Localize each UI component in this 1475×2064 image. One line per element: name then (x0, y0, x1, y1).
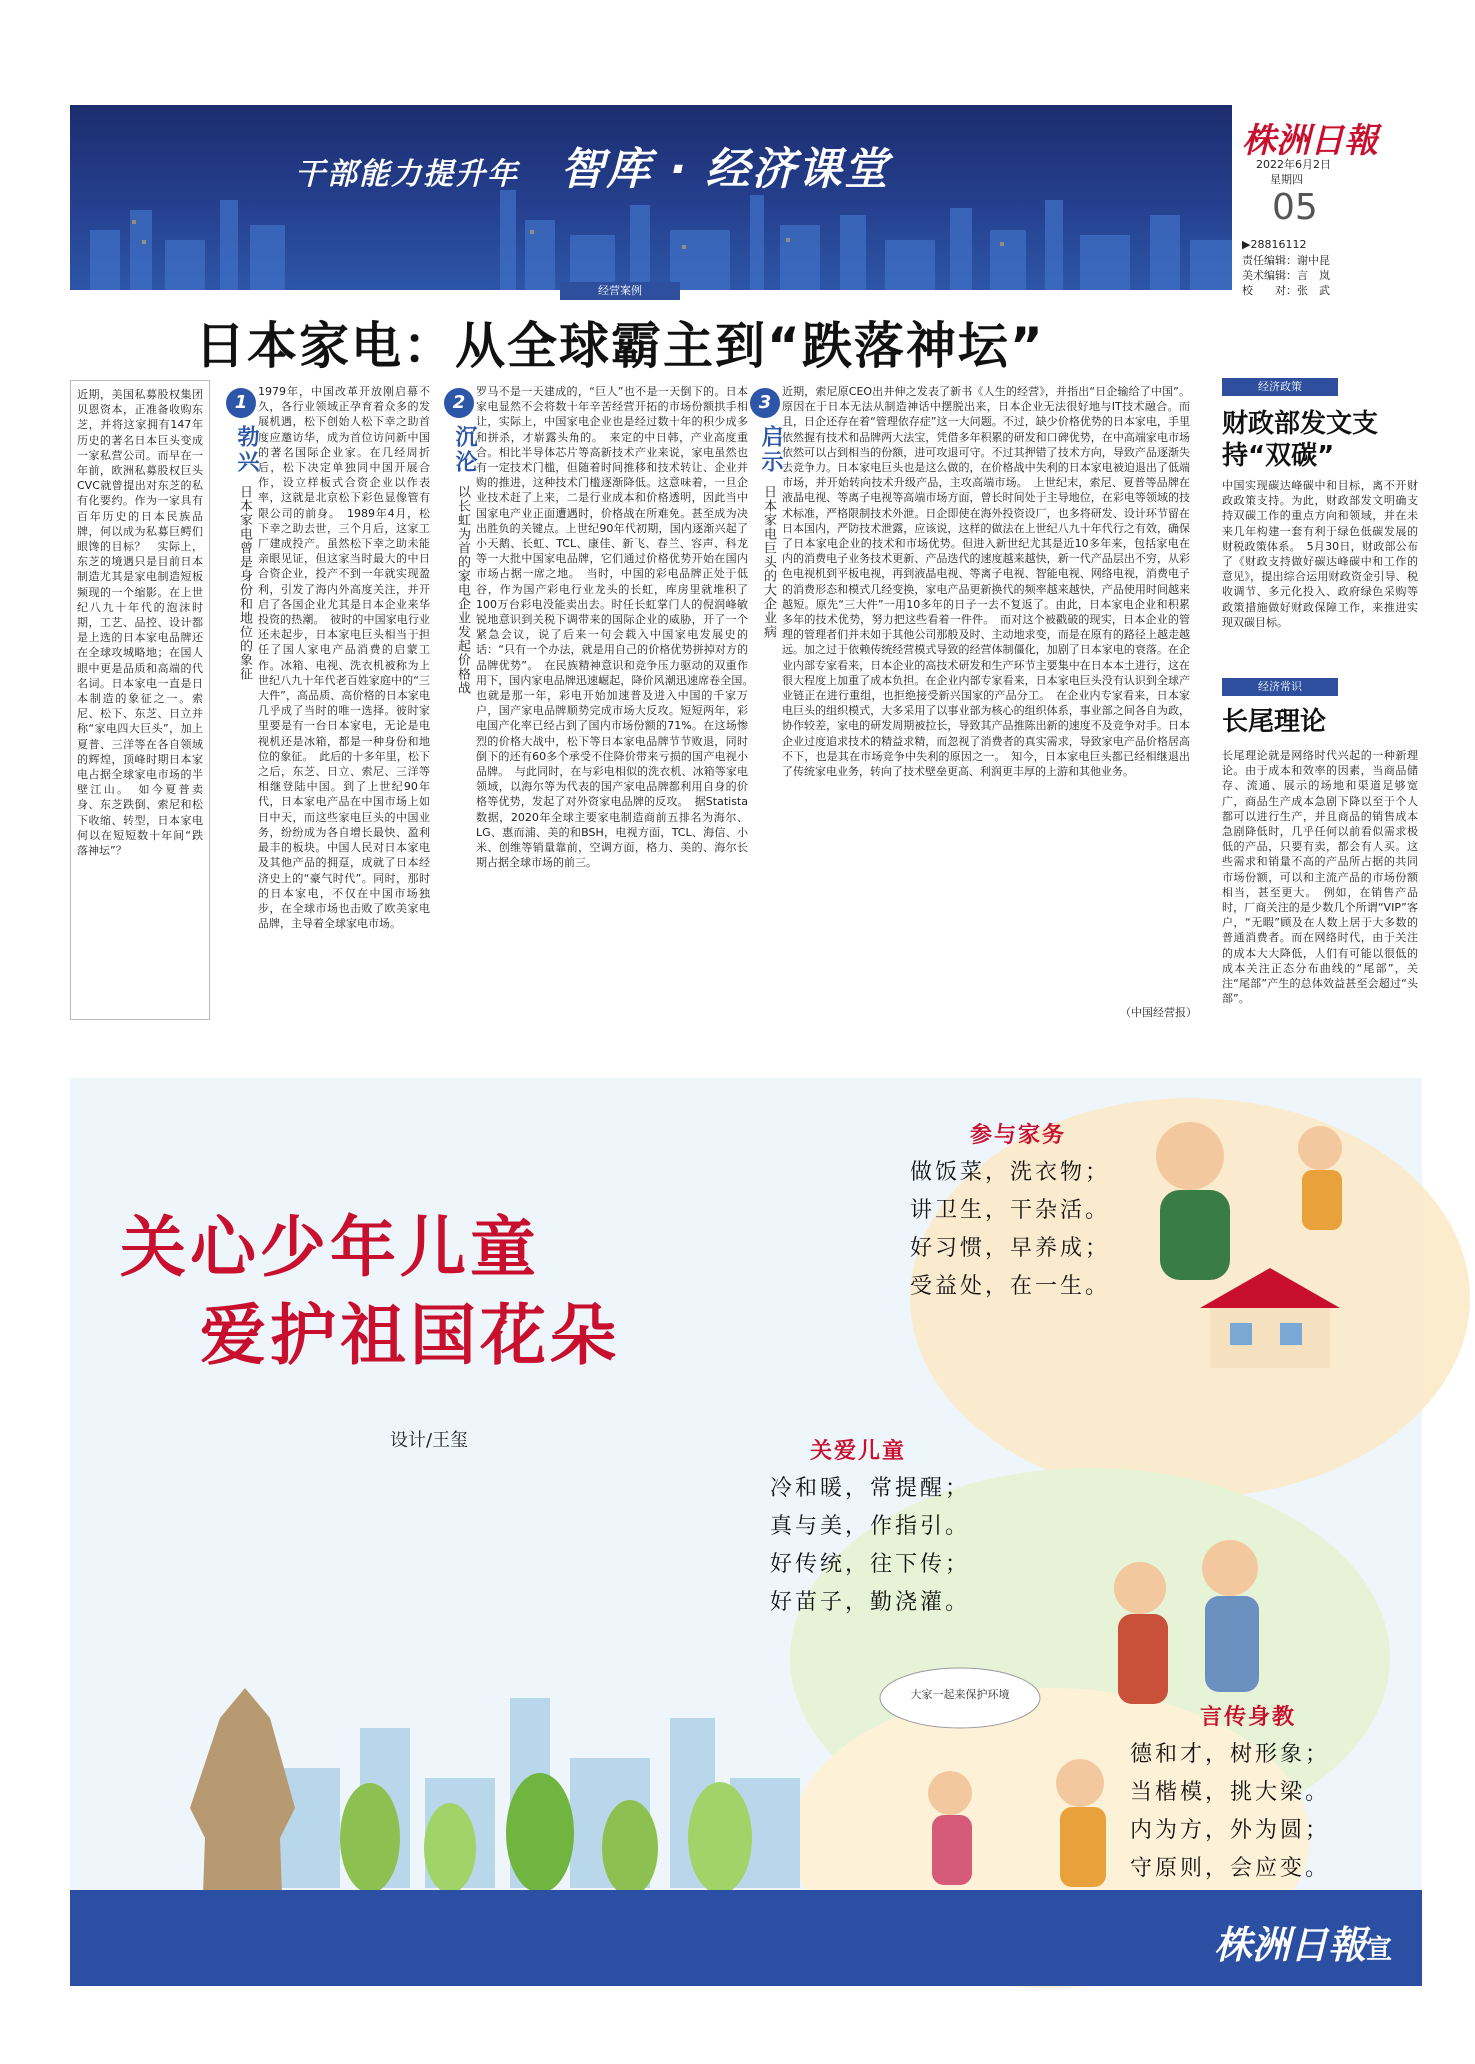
section-subtitle-1: 日本家电曾是身份和地位的象征 (237, 485, 252, 681)
banner-title (295, 133, 890, 197)
footer-logo (1214, 1914, 1392, 1969)
speech-bubble: 大家一起来保护环境 (910, 1688, 1010, 1701)
section-subtitle-3: 日本家电巨头的大企业病 (761, 485, 776, 639)
sidebar-tag-policy: 经济政策 (1222, 378, 1338, 396)
ad-design-credit: 设计/王玺 (390, 1430, 469, 1451)
section-subtitle-2: 以长虹为首的家电企业发起价格战 (455, 485, 470, 695)
section-number-1: 1 (226, 388, 256, 418)
section-body-2: 罗马不是一天建成的，“巨人”也不是一天倒下的。日本家电显然不会将数十年辛苦经营开拓的市场份额拱手相让，实际上，中国家电企业也是经过数十年的积少成多和拼杀，才崭露头角的。 来定的中日韩，产业高度重合。相比半导体芯片等高新技术产业来说，家电虽然也有一定技术门槛，但随着时间推移和技术转让、企业并购的推进，这种技术门槛逐渐降低。这意味着，一旦企业技术赶了上来，二是行业成本和价格透明，因此当中国家电产业正面遭遇时，价格战在所难免。甚至成为决出胜负的关键点。上世纪90年代初期，国内逐渐兴起了小天鹅、长虹、TCL、康佳、新飞、春兰、容声、科龙等一大批中国家电品牌，它们通过价格优势开始在国内市场占据一席之地。 当时，中国的彩电品牌正处于低谷，作为国产彩电行业龙头的长虹，库房里就堆积了100万台彩电没能卖出去。时任长虹掌门人的倪润峰敏锐地意识到关税下调带来的国际企业的威胁，开了一个紧急会议，说了后来一句会载入中国家电发展史的话：“只有一个办法，就是用自己的价格优势拼掉对方的品牌优势”。 在民族精神意识和竞争压力驱动的双重作用下，国内家电品牌迅速崛起，降价风潮迅速席卷全国。 也就是那一年，彩电开始加速普及进入中国的千家万户，国产家电品牌顺势完成市场大反攻。短短两年，彩电国产化率已经占到了国内市场份额的71%。在这场惨烈的价格大战中，松下等日本家电品牌节节败退，同时倒下的还有60多个承受不住降价带来亏损的国产电视小品牌。 与此同时，在与彩电相似的洗衣机、冰箱等家电领域，以海尔等为代表的国产家电品牌都利用自身的价格等优势，发起了对外资家电品牌的反攻。 据Statista数据，2020年全球主要家电制造商前五排名为海尔、LG、惠而浦、美的和BSH，电视方面，TCL、海信、小米、创维等销量靠前，空调方面，格力、美的、海尔长期占据全球市场的前三。 (476, 385, 759, 870)
art-editor-credit: 美术编辑：言 岚 (1242, 269, 1330, 282)
sidebar-title-knowledge: 长尾理论 (1222, 707, 1327, 737)
sidebar-body-knowledge: 长尾理论就是网络时代兴起的一种新理论。由于成本和效率的因素，当商品储存、流通、展示的场地和渠道足够宽广，商品生产成本急剧下降以至于个人都可以进行生产，并且商品的销售成本急剧降低时，几乎任何以前看似需求极低的产品，只要有卖，都会有人买。这些需求和销量不高的产品所占据的共同市场份额，可以和主流产品的市场份额相当，甚至更大。 例如，在销售产品时，厂商关注的是少数几个所谓“VIP”客户，“无暇”顾及在人数上居于大多数的普通消费者。而在网络时代，由于关注的成本大大降低，人们有可能以很低的成本关注正态分布曲线的“尾部”，关注“尾部”产生的总体效益甚至会超过“头部”。 (1222, 749, 1418, 1006)
poem-title-1: 参与家务 (970, 1123, 1067, 1148)
masthead (1232, 105, 1422, 297)
poem-line: 好习惯，早养成； (910, 1236, 1111, 1261)
poem-title-2: 关爱儿童 (810, 1439, 907, 1464)
poem-line: 做饭菜，洗衣物； (910, 1160, 1111, 1185)
article-source: （中国经营报） (1120, 1006, 1197, 1019)
poem-line: 守原则，会应变。 (1130, 1856, 1331, 1881)
editor-credit: 责任编辑：谢中昆 (1242, 254, 1330, 267)
sidebar-title-policy: 财政部发文支持“双碳” (1222, 409, 1379, 471)
footer-logo-text: 株洲日報 (1213, 1922, 1366, 1967)
banner-slogan: 干部能力提升年 (295, 157, 519, 192)
poem-line: 受益处，在一生。 (910, 1274, 1111, 1299)
issue-date: 2022年6月2日 (1256, 158, 1331, 171)
poem-line: 当楷模，挑大梁。 (1130, 1780, 1331, 1805)
page-number: 05 (1272, 187, 1318, 228)
banner-main-title: 智库 · 经济课堂 (560, 144, 890, 195)
poem-line: 真与美，作指引。 (770, 1514, 971, 1539)
lead-headline: 日本家电：从全球霸主到“跌落神坛” (195, 317, 1045, 375)
section-body-3: 近期，索尼原CEO出井伸之发表了新书《人生的经营》，并指出“日企输给了中国”。原因在于日本无法从制造神话中摆脱出来，日本企业无法很好地与IT技术融合。而且，日企还存在着“管理依存症”这一大问题。不过，缺少价格优势的日本家电，手里依然握有技术和品牌两大法宝，凭借多年积累的研发和口碑优势，在中高端家电市场依然可以占到相当的份额，进可攻退可守。不过其押错了技术方向，导致产品逐渐失去竞争力。日本家电巨头也是这么做的，在价格战中失利的日本家电被迫退出了低端市场，并开始转向技术升级产品，主攻高端市场。 上世纪末，索尼、夏普等品牌在液晶电视、等离子电视等高端市场方面，曾长时间处于主导地位，在彩电等领域的技术标准，严格限制技术外泄。日企即使在海外投资设厂，也多将研发、设计环节留在日本国内，严防技术泄露，应该说，这样的做法在上世纪八九十年代行之有效，确保了日本家电企业的技术和市场优势。但进入新世纪尤其是近10多年来，包括家电在内的消费电子业务技术更新、产品迭代的速度越来越快，新一代产品层出不穷，从彩色电视机到平板电视，再到液晶电视、等离子电视、智能电视、网络电视，消费电子的消费形态和模式几经变换，家电产品更新换代的频率越来越快，产品使用时间越来越短。原先“三大件”一用10多年的日子一去不复返了。由此，日本家电企业和积累多年的技术优势，努力把这些看着一件件。 而对这个被戳破的现实，日本企业的管理的管理者们并未如于其他公司那般及时、主动地求变，而是在原有的路径上越走越远。加之过于依赖传统经营模式导致的经营体制僵化，加剧了日本家电的衰落。在企业内部专家看来，日本企业的高技术研发和生产环节主要集中在日本本土进行，这在很大程度上加重了成本负担。在企业内部专家看来，日本家电巨头没有认识到全球产业链正在进行重组，也拒绝接受新兴国家的产品分工。 在企业内专家看来，日本家电巨头的组织模式，大多采用了以事业部为核心的组织体系，事业部之间各自为政，协作较差，家电的研发周期被拉长，导致其产品推陈出新的速度不及竞争对手。日本企业过度追求技术的精益求精，而忽视了消费者的真实需求，导致家电产品价格居高不下，也是其在市场竞争中失利的原因之一。 知今，日本家电巨头都已经相继退出了传统家电业务，转向了技术壁垒更高、利润更丰厚的上游和其他业务。 (782, 385, 1190, 779)
poem-line: 冷和暖，常提醒； (770, 1476, 971, 1501)
poem-line: 讲卫生，干杂活。 (910, 1198, 1111, 1223)
section-tag: 经营案例 (560, 282, 680, 300)
poem-body-3 (1130, 1736, 1330, 1888)
section-title-3: 启示 (758, 425, 783, 475)
poem-line: 好苗子，勤浇灌。 (770, 1590, 971, 1615)
poem-body-2 (770, 1470, 970, 1622)
header-banner (70, 105, 1232, 290)
poem-line: 德和才，树形象； (1130, 1742, 1331, 1767)
newspaper-logo: 株洲日報 (1242, 121, 1378, 161)
public-service-ad (70, 1078, 1422, 1986)
section-number-3: 3 (750, 388, 780, 418)
ad-slogan-line-1: 关心少年儿童 (120, 1208, 540, 1286)
section-number-2: 2 (444, 388, 474, 418)
proof-credit: 校 对：张 武 (1242, 284, 1330, 297)
section-body-1: 1979年，中国改革开放刚启幕不久，各行业领域正孕育着众多的发展机遇，松下创始人松下幸之助首度应邀访华，成为首位访问新中国的著名国际企业家。在几经周折后，松下决定单独同中国开展合作，设立样板式合资企业以作表率，这就是北京松下彩色显像管有限公司的前身。 1989年4月，松下幸之助去世，三个月后，这家工厂建成投产。虽然松下幸之助未能亲眼见证，但这家当时最大的中日合资企业，投产不到一年就实现盈利，引发了海内外高度关注，并开启了各国企业尤其是日本企业来华投资的热潮。 彼时的中国家电行业还未起步，日本家电巨头相当于担任了国人家电产品消费的启蒙工作。冰箱、电视、洗衣机被称为上世纪八九十年代老百姓家庭中的“三大件”，高品质、高价格的日本家电几乎成了当时的唯一选择。彼时家里要是有一台日本家电，无论是电视机还是冰箱，都是一种身份和地位的象征。 此后的十多年里，松下之后，东芝、日立、索尼、三洋等相继登陆中国。到了上世纪90年代，日本家电产品在中国市场上如日中天，而这些家电巨头的中国业务，纷纷成为各自增长最快、盈利最丰的板块。中国人民对日本家电及其他产品的拥趸，成就了日本经济史上的“豪气时代”。同时，那时的日本家电，不仅在中国市场独步，在全球市场也击败了欧美家电品牌，主导着全球家电市场。 (258, 385, 430, 931)
issue-weekday: 星期四 (1270, 173, 1303, 186)
ad-footer-bar (70, 1890, 1422, 1986)
ad-slogan-line-2: 爱护祖国花朵 (200, 1296, 620, 1374)
phone-number: ▶28816112 (1242, 238, 1307, 251)
poem-line: 内为方，外为圆； (1130, 1818, 1331, 1843)
sidebar-body-policy: 中国实现碳达峰碳中和目标，离不开财政政策支持。为此，财政部发文明确支持双碳工作的重点方向和领域，并在未来几年构建一套有利于绿色低碳发展的财税政策体系。 5月30日，财政部公布了《财政支持做好碳达峰碳中和工作的意见》，提出综合运用财政资金引导、税收调节、多元化投入、政府绿色采购等政策措施做好财政保障工作，来推进实现双碳目标。 (1222, 479, 1418, 629)
footer-logo-suffix: 宣 (1365, 1935, 1392, 1965)
section-title-1: 勃兴 (234, 425, 259, 475)
poem-line: 好传统，往下传； (770, 1552, 971, 1577)
intro-text: 近期，美国私募股权集团贝恩资本，正准备收购东芝，并将这家拥有147年历史的著名日本巨头变成一家私营公司。而早在一年前，欧洲私募股权巨头CVC就曾提出对东芝的私有化要约。作为一家具有百年历史的日本民族品牌，何以成为私募巨鳄们眼馋的目标？ 实际上，东芝的境遇只是目前日本制造尤其是家电制造短板频现的一个缩影。在上世纪八九十年代的泡沫时期，工艺、品控、设计都是上选的日本家电品牌还在全球攻城略地；在国人眼中更是品质和高端的代名词。日本家电一直是日本制造的象征之一。索尼、松下、东芝、日立并称“家电四大巨头”，加上夏普、三洋等在各自领域的辉煌，顶峰时期日本家电占据全球家电市场的半壁江山。 如今夏普卖身、东芝跌倒、索尼和松下收缩、转型，日本家电何以在短短数十年间“跌落神坛”？ (77, 388, 203, 858)
sidebar-tag-knowledge: 经济常识 (1222, 678, 1338, 696)
poem-title-3: 言传身教 (1200, 1705, 1297, 1730)
poem-body-1 (910, 1154, 1110, 1306)
intro-box (70, 380, 210, 1020)
section-title-2: 沉沦 (452, 425, 477, 475)
